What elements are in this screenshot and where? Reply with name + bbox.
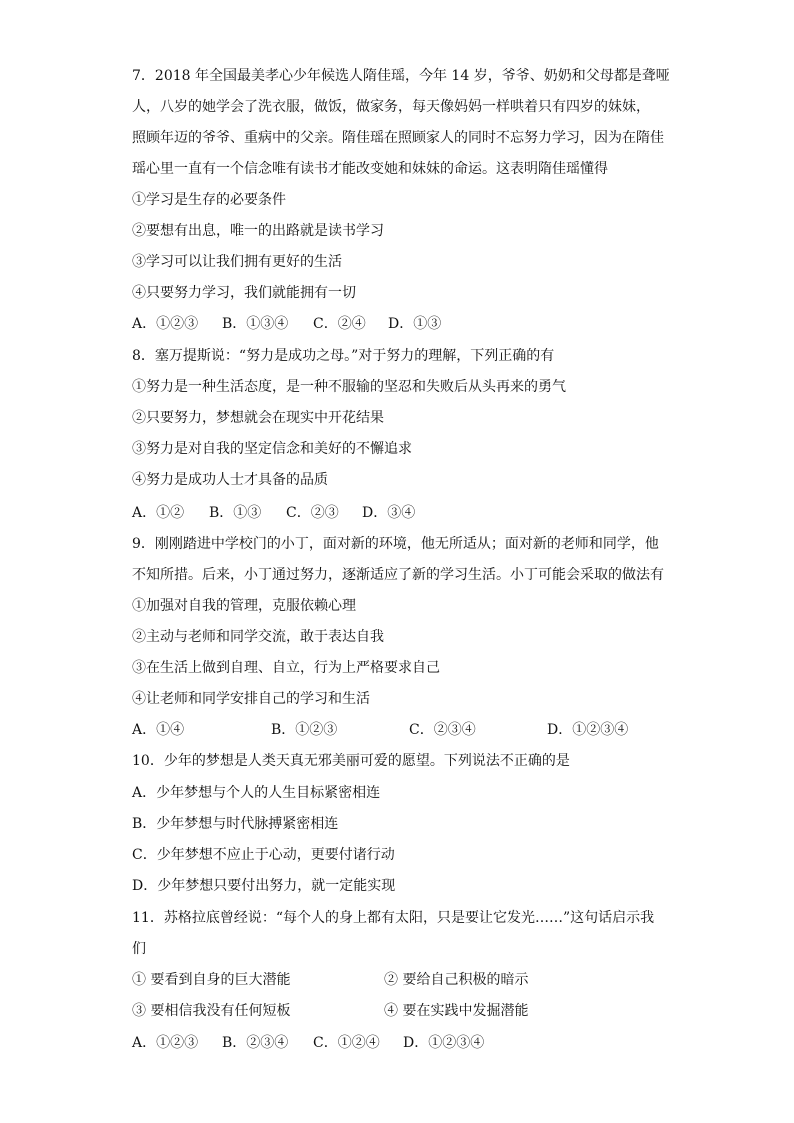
question-8-stem-line-1: 8．塞万提斯说：“努力是成功之母。”对于努力的理解，下列正确的有	[132, 348, 555, 364]
question-8-item-1: ①努力是一种生活态度，是一种不服输的坚忍和失败后从头再来的勇气	[132, 379, 566, 395]
question-11-choice-d: D．①②③④	[403, 1035, 485, 1051]
question-11-choice-b: B．②③④	[222, 1035, 289, 1051]
question-8-item-4: ④努力是成功人士才具备的品质	[132, 472, 328, 488]
question-7-stem-line-2: 人，八岁的她学会了洗衣服，做饭，做家务，每天像妈妈一样哄着只有四岁的妹妹，	[132, 99, 650, 115]
question-7-item-2: ②要想有出息，唯一的出路就是读书学习	[132, 223, 384, 239]
question-11-item-2: ② 要给自己积极的暗示	[384, 972, 529, 988]
question-9-stem-line-1: 9．刚刚踏进中学校门的小丁，面对新的环境，他无所适从；面对新的老师和同学，他	[132, 536, 659, 552]
question-9-choice-a: A．①④	[132, 722, 185, 738]
question-11-choice-a: A．①②③	[132, 1035, 199, 1051]
question-10-choice-a: A．少年梦想与个人的人生目标紧密相连	[132, 785, 381, 801]
question-10-choice-d: D．少年梦想只要付出努力，就一定能实现	[132, 878, 396, 894]
question-9-item-3: ③在生活上做到自理、自立，行为上严格要求自己	[132, 660, 440, 676]
question-8-choice-a: A．①②	[132, 505, 185, 521]
question-11-stem-line-1: 11．苏格拉底曾经说：“每个人的身上都有太阳，只是要让它发光……”这句话启示我	[132, 910, 655, 926]
question-7-item-4: ④只要努力学习，我们就能拥有一切	[132, 285, 356, 301]
question-9-choice-c: C．②③④	[409, 722, 476, 738]
question-7-choice-d: D．①③	[388, 316, 442, 332]
question-9-choice-b: B．①②③	[271, 722, 338, 738]
question-7-choice-c: C．②④	[313, 316, 366, 332]
question-8-choice-c: C．②③	[286, 505, 339, 521]
question-7-stem-line-1: 7．2018 年全国最美孝心少年候选人隋佳瑶，今年 14 岁，爷爷、奶奶和父母都是聋哑	[132, 68, 670, 84]
question-10-choice-c: C．少年梦想不应止于心动，更要付诸行动	[132, 847, 395, 863]
question-8-item-3: ③努力是对自我的坚定信念和美好的不懈追求	[132, 441, 412, 457]
question-11-item-3: ③ 要相信我没有任何短板	[132, 1003, 291, 1019]
question-10-choice-b: B．少年梦想与时代脉搏紧密相连	[132, 816, 339, 832]
question-9-item-4: ④让老师和同学安排自己的学习和生活	[132, 691, 370, 707]
question-7-choice-b: B．①③④	[222, 316, 289, 332]
question-8-choice-b: B．①③	[209, 505, 262, 521]
question-9-choice-d: D．①②③④	[547, 722, 629, 738]
question-7-stem-line-3: 照顾年迈的爷爷、重病中的父亲。隋佳瑶在照顾家人的同时不忘努力学习，因为在隋佳	[132, 130, 664, 146]
question-7-item-1: ①学习是生存的必要条件	[132, 192, 286, 208]
question-7-item-3: ③学习可以让我们拥有更好的生活	[132, 254, 342, 270]
question-11-choice-c: C．①②④	[313, 1035, 380, 1051]
question-7-stem-line-4: 瑶心里一直有一个信念唯有读书才能改变她和妹妹的命运。这表明隋佳瑶懂得	[132, 161, 608, 177]
question-8-choice-d: D．③④	[362, 505, 416, 521]
question-11-item-4: ④ 要在实践中发掘潜能	[384, 1003, 529, 1019]
question-11-stem-line-2: 们	[132, 941, 146, 957]
question-9-stem-line-2: 不知所措。后来，小丁通过努力，逐渐适应了新的学习生活。小丁可能会采取的做法有	[132, 567, 664, 583]
question-9-item-1: ①加强对自我的管理，克服依赖心理	[132, 598, 356, 614]
question-11-item-1: ① 要看到自身的巨大潜能	[132, 972, 291, 988]
question-7-choice-a: A．①②③	[132, 316, 199, 332]
question-10-stem-line-1: 10．少年的梦想是人类天真无邪美丽可爱的愿望。下列说法不正确的是	[132, 753, 570, 769]
question-9-item-2: ②主动与老师和同学交流，敢于表达自我	[132, 629, 384, 645]
question-8-item-2: ②只要努力，梦想就会在现实中开花结果	[132, 410, 384, 426]
